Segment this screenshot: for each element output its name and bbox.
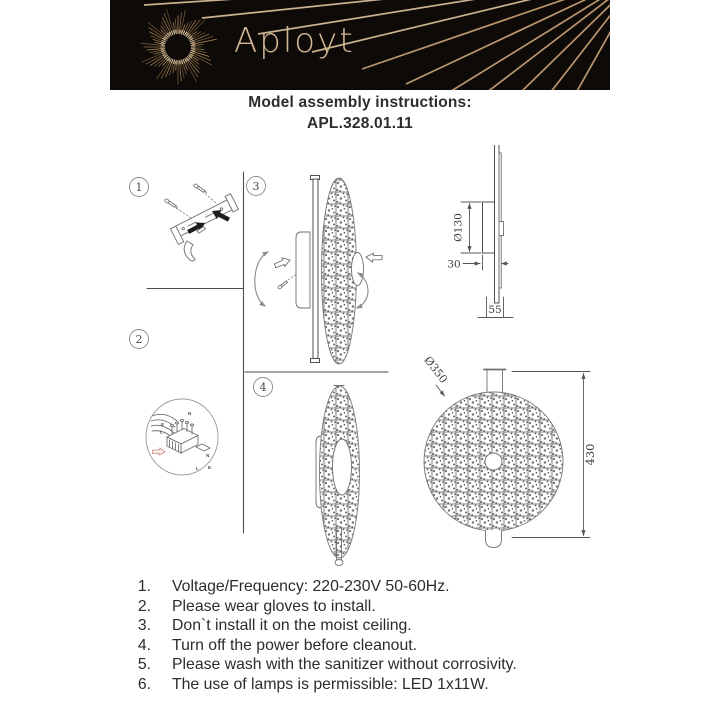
step1-bracket-diagram bbox=[164, 183, 240, 261]
side-view-drawing bbox=[447, 145, 513, 318]
step-3-number: 3 bbox=[252, 180, 260, 193]
page-title: Model assembly instructions: bbox=[248, 94, 472, 111]
list-item bbox=[134, 616, 517, 636]
front-view-drawing bbox=[421, 354, 597, 547]
item-number: 6. bbox=[137, 675, 151, 693]
item-number: 1. bbox=[137, 578, 151, 595]
list-item bbox=[134, 655, 517, 675]
arrow-icon bbox=[366, 253, 383, 264]
item-number: 5. bbox=[137, 656, 151, 674]
item-text: Don`t install it on the moist ceiling. bbox=[172, 617, 412, 635]
title-block bbox=[110, 94, 610, 133]
model-number: APL.328.01.11 bbox=[306, 115, 413, 132]
item-text: Please wear gloves to install. bbox=[172, 597, 376, 615]
step-2-number: 2 bbox=[135, 333, 143, 346]
list-item bbox=[134, 597, 517, 617]
item-text: Turn off the power before cleanout. bbox=[172, 636, 418, 654]
dim-side-width: 55 bbox=[488, 304, 502, 316]
arrow-icon bbox=[273, 256, 291, 270]
item-number: 3. bbox=[137, 617, 151, 635]
wire-label: L bbox=[196, 466, 199, 471]
starburst-logo-icon bbox=[138, 7, 218, 87]
dim-side-depth: 30 bbox=[447, 258, 461, 271]
list-item bbox=[134, 636, 517, 656]
wire-label: E bbox=[161, 422, 165, 427]
step-badges bbox=[130, 177, 273, 397]
arrow-icon bbox=[152, 447, 165, 455]
brand-banner bbox=[110, 0, 610, 90]
wire-label: L bbox=[160, 429, 163, 435]
step3-attach-diagram bbox=[252, 176, 383, 365]
brand-name: Aployt bbox=[234, 21, 355, 61]
item-text: The use of lamps is permissible: LED 1x11W. bbox=[172, 675, 489, 693]
dim-front-height: 430 bbox=[583, 443, 597, 466]
list-item bbox=[134, 577, 517, 597]
assembly-diagram bbox=[100, 145, 620, 570]
instruction-list bbox=[134, 577, 517, 695]
item-text: Voltage/Frequency: 220-230V 50-60Hz. bbox=[172, 578, 450, 595]
list-item bbox=[134, 675, 517, 695]
step4-assembled-diagram bbox=[316, 386, 360, 566]
dim-front-diameter: Ø350 bbox=[421, 354, 451, 386]
item-number: 4. bbox=[137, 636, 151, 654]
dim-side-diameter: Ø130 bbox=[452, 213, 465, 242]
item-text: Please wash with the sanitizer without corrosivity. bbox=[172, 656, 517, 674]
step-4-number: 4 bbox=[259, 381, 267, 394]
item-number: 2. bbox=[137, 597, 151, 615]
wire-label: N bbox=[206, 453, 210, 458]
step2-wiring-diagram bbox=[146, 399, 218, 475]
wire-label: N bbox=[188, 411, 192, 416]
step-1-number: 1 bbox=[135, 181, 143, 194]
wire-label: E bbox=[208, 465, 212, 470]
